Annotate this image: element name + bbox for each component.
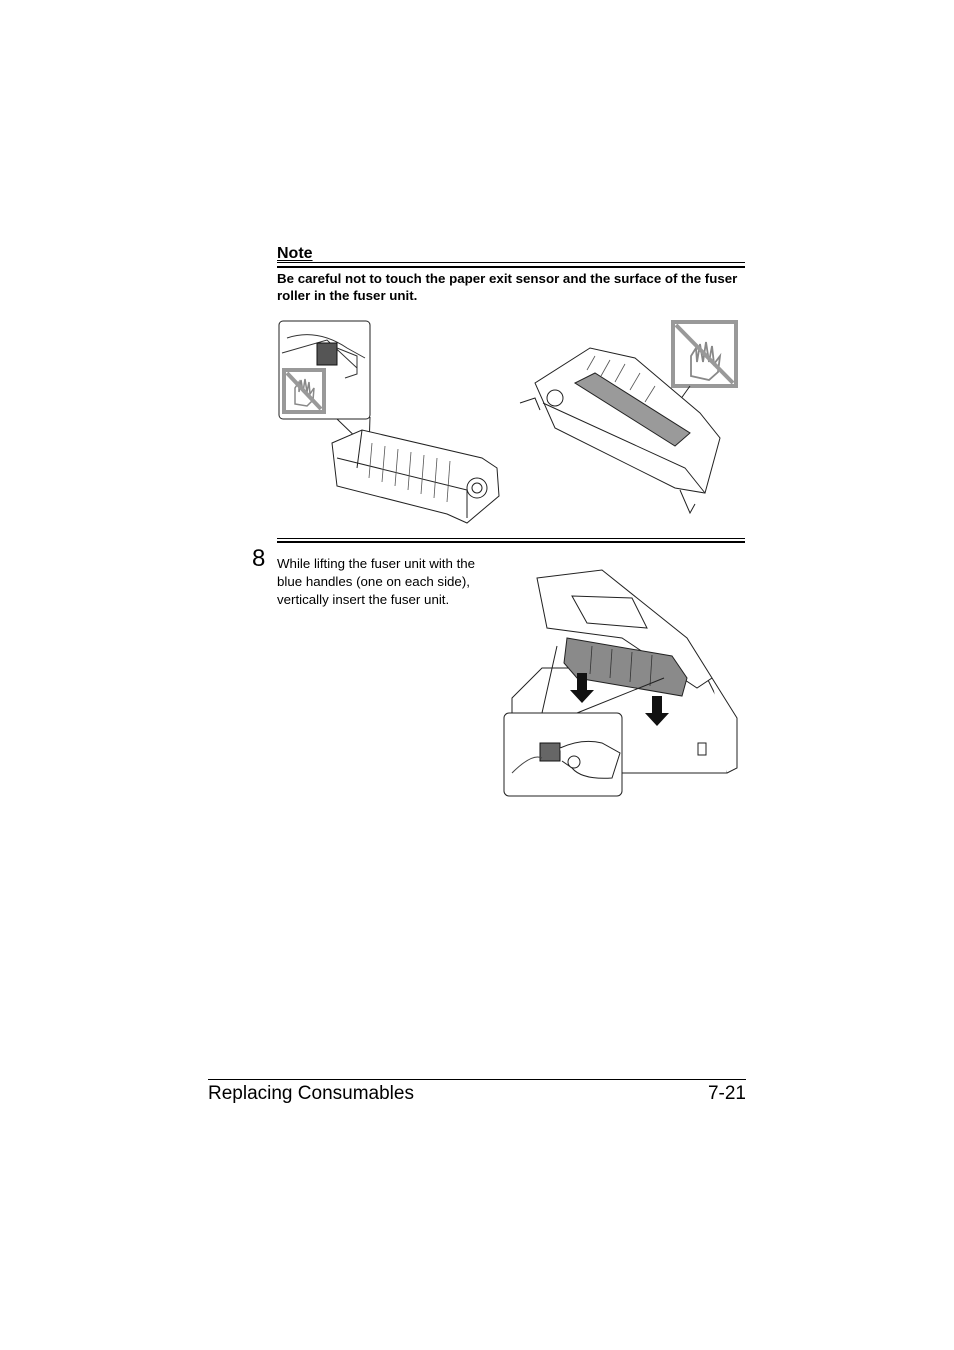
step-instruction: While lifting the fuser unit with the blue handles (one on each side), vertically insert the fuser unit. bbox=[277, 556, 476, 607]
fuser-roller-illustration bbox=[515, 318, 743, 524]
fuser-sensor-illustration bbox=[277, 318, 502, 525]
printer-fuser-insertion-illustration bbox=[502, 568, 742, 798]
footer-section-title: Replacing Consumables bbox=[208, 1083, 414, 1104]
no-touch-icon bbox=[673, 322, 736, 386]
note-title: Note bbox=[277, 245, 313, 262]
step-number: 8 bbox=[252, 545, 266, 572]
note-text: Be careful not to touch the paper exit sensor and the surface of the fuser roller in the fuser unit. bbox=[277, 271, 738, 303]
note-end-rule bbox=[277, 538, 745, 539]
note-rule-thick bbox=[277, 266, 745, 268]
footer-page-number: 7-21 bbox=[707, 1083, 746, 1104]
no-touch-icon bbox=[284, 370, 324, 412]
footer-rule bbox=[208, 1079, 746, 1080]
note-end-rule-thick bbox=[277, 541, 745, 543]
note-rule bbox=[277, 262, 745, 263]
